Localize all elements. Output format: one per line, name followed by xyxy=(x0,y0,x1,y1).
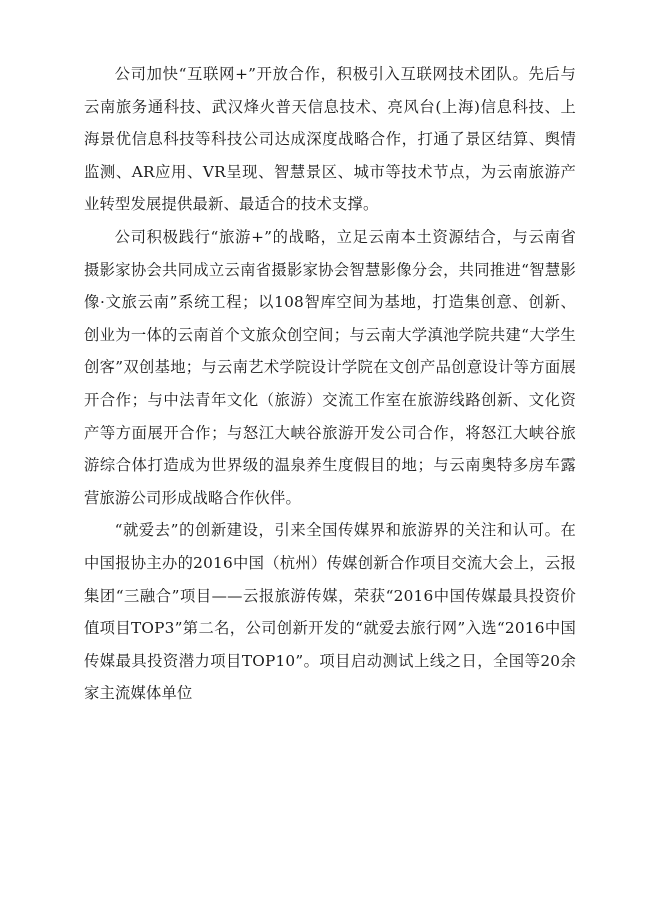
paragraph-internet-plus: 公司加快“互联网+”开放合作，积极引入互联网技术团队。先后与云南旅务通科技、武汉烽火普天信息技术、亮风台(上海)信息科技、上海景优信息科技等科技公司达成深度战略合作，打通了景区结算、舆情监测、AR应用、VR呈现、智慧景区、城市等技术节点，为云南旅游产业转型发展提供最新、最适合的技术支撑。 xyxy=(84,65,576,214)
paragraph-tourism-plus: 公司积极践行“旅游+”的战略，立足云南本土资源结合，与云南省摄影家协会共同成立云南省摄影家协会智慧影像分会，共同推进“智慧影像·文旅云南”系统工程；以108智库空间为基地，打造集创意、创新、创业为一体的云南首个文旅众创空间；与云南大学滇池学院共建“大学生创客”双创基地；与云南艺术学院设计学院在文创产品创意设计等方面展开合作；与中法青年文化（旅游）交流工作室在旅游线路创新、文化资产等方面展开合作；与怒江大峡谷旅游开发公司合作，将怒江大峡谷旅游综合体打造成为世界级的温泉养生度假目的地；与云南奥特多房车露营旅游公司形成战略合作伙伴。 xyxy=(84,227,576,507)
document-body xyxy=(84,58,576,710)
paragraph-jiuaiqu-innovation: “就爱去”的创新建设，引来全国传媒界和旅游界的关注和认可。在中国报协主办的2016中国（杭州）传媒创新合作项目交流大会上，云报集团“三融合”项目——云报旅游传媒，荣获“2016中国传媒最具投资价值项目TOP3”第二名，公司创新开发的“就爱去旅行网”入选“2016中国传媒最具投资潜力项目TOP10”。项目启动测试上线之日，全国等20余家主流媒体单位 xyxy=(84,521,576,703)
